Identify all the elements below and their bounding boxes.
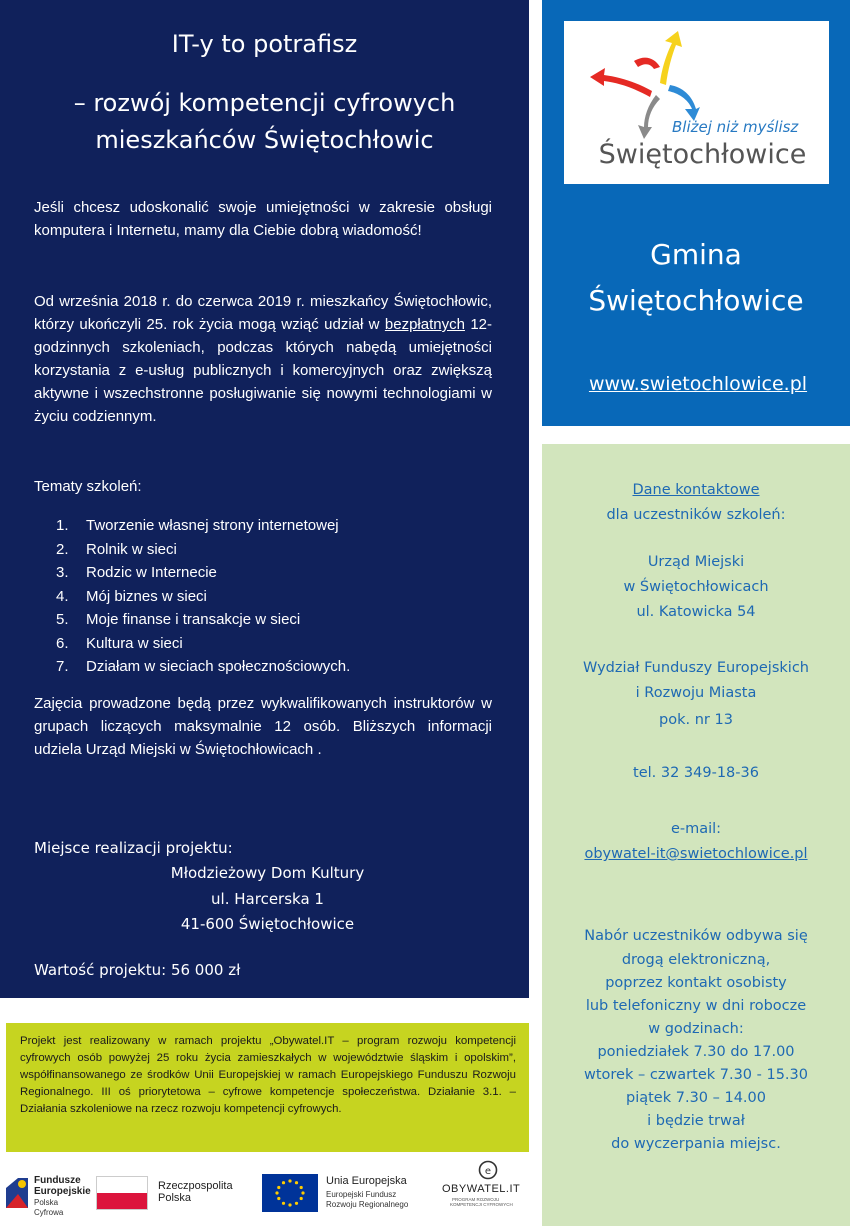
funding-notice-text: Projekt jest realizowany w ramach projektu „Obywatel.IT – program rozwoju kompetencji cyfrowych osób powyżej 25 roku życia zamieszkałych w województwie śląskim i opolskim”, współfinansowanego ze środków Unii Europejskiej w ramach Europejskiego Funduszu Rozwoju Regionalnego. III oś priorytetowa – cyfrowe kompetencje społeczeństwa. Działanie 3.1. – Działania szkoleniowe na rzecz rozwoju kompetencji cyfrowych. [20,1035,516,1115]
office-city: w Świętochłowicach [623,579,769,595]
location-street: ul. Harcerska 1 [211,890,324,908]
eu-flag-icon [262,1174,318,1212]
list-item: 7. Działam w sieciach społecznościowych. [56,658,351,675]
recruitment-line: poprzez kontakt osobisty [605,975,787,991]
recruitment-line: do wyczerpania miejsc. [611,1136,781,1152]
rp-line-1: Rzeczpospolita [158,1180,233,1192]
recruitment-line: Nabór uczestników odbywa się [584,928,808,944]
location-venue: Młodzieżowy Dom Kultury [170,864,365,882]
hours-tue-thu: wtorek – czwartek 7.30 - 15.30 [584,1067,808,1083]
obywatel-it-tagline-2: KOMPETENCJI CYFROWYCH [450,1202,513,1207]
list-item: 2. Rolnik w sieci [56,540,177,558]
hours-monday: poniedziałek 7.30 do 17.00 [597,1044,795,1060]
list-item: 5. Moje finanse i transakcje w sieci [56,611,301,628]
list-item: 6. Kultura w sieci [56,634,183,652]
fe-line-1: Fundusze [34,1175,81,1186]
logo-city-name: Świętochłowice [598,139,807,170]
topics-list [56,514,350,679]
fe-line-3: Polska Cyfrowa [34,1198,64,1217]
page-title: IT-y to potrafisz [171,30,358,58]
fe-line-2: Europejskie [34,1186,91,1197]
obywatel-it-tagline-1: PROGRAM ROZWOJU [452,1197,500,1202]
location-heading: Miejsce realizacji projektu: [34,839,233,857]
department-name-cont: i Rozwoju Miasta [635,685,757,701]
rp-line-2: Polska [158,1192,192,1204]
intro-paragraph: Jeśli chcesz udoskonalić swoje umiejętności w zakresie obsługi komputera i Internetu, mamy dla Ciebie dobrą wiadomość! [34,199,492,239]
page-subtitle-line-2: mieszkańców Świętochłowic [95,126,434,154]
municipality-panel [542,0,850,426]
obywatel-it-icon [478,1160,498,1180]
project-value: Wartość projektu: 56 000 zł [34,961,241,979]
contact-panel [542,444,850,1226]
description-text-end: 12-godzinnych szkoleniach, podczas których nabędą umiejętności korzystania z e-usług publicznych i komercyjnych oraz zwiększą aktywne i wszechstronne posługiwanie się nowymi technologiami w życiu codziennym. [34,316,492,425]
gmina-label: Gmina [650,238,742,271]
footer-logos [0,1160,542,1226]
city-logo [564,21,829,184]
phone-number: tel. 32 349-18-36 [633,765,759,781]
obywatel-it-name: OBYWATEL.IT [442,1183,521,1195]
gmina-name: Świętochłowice [588,284,804,317]
contact-heading: Dane kontaktowe [632,482,760,498]
page-subtitle-line-1: – rozwój kompetencji cyfrowych [73,89,456,117]
description-text-start: Od września 2018 r. do czerwca 2019 r. mieszkańcy Świętochłowic, którzy ukończyli 25. rok życia mogą wziąć udział w [34,293,492,333]
location-city: 41-600 Świętochłowice [180,915,355,933]
department-room: pok. nr 13 [659,712,733,728]
contact-subheading: dla uczestników szkoleń: [606,507,786,523]
instructors-paragraph: Zajęcia prowadzone będą przez wykwalifikowanych instruktorów w grupach liczących maksymalnie 12 osób. Bliższych informacji udziela Urząd Miejski w Świętochłowicach . [34,695,492,758]
fe-star-icon [4,1174,30,1210]
email-label: e-mail: [670,821,722,837]
website-link[interactable]: www.swietochlowice.pl [588,373,808,395]
rzeczpospolita-logo [94,1160,254,1226]
office-name: Urząd Miejski [647,554,745,570]
topics-heading: Tematy szkoleń: [34,478,142,495]
list-item: 1. Tworzenie własnej strony internetowej [56,517,339,534]
recruitment-line: drogą elektroniczną, [621,952,771,968]
list-item: 3. Rodzic w Internecie [56,564,217,581]
fundusze-europejskie-logo [4,1160,91,1226]
obywatel-it-logo [440,1160,536,1226]
description-paragraph [34,290,492,428]
svg-text:e: e [484,1166,492,1177]
hours-friday: piątek 7.30 – 14.00 [626,1090,766,1106]
logo-tagline: Bliżej niż myślisz [672,118,799,136]
ue-line-1: Unia Europejska [326,1175,407,1187]
free-emphasis: bezpłatnych [384,316,465,333]
recruitment-line: lub telefoniczny w dni robocze [585,998,807,1014]
unia-europejska-logo [262,1160,432,1226]
email-link[interactable]: obywatel-it@swietochlowice.pl [584,846,808,862]
ue-line-2: Europejski Fundusz [326,1190,397,1199]
polish-flag-icon [96,1176,148,1210]
department-name: Wydział Funduszy Europejskich [583,660,809,676]
recruitment-line: w godzinach: [648,1021,744,1037]
list-item: 4. Mój biznes w sieci [56,587,207,605]
office-street: ul. Katowicka 54 [636,604,756,620]
ue-line-3: Rozwoju Regionalnego [326,1200,409,1209]
recruitment-line: i będzie trwał [647,1113,745,1129]
funding-notice [6,1023,529,1152]
